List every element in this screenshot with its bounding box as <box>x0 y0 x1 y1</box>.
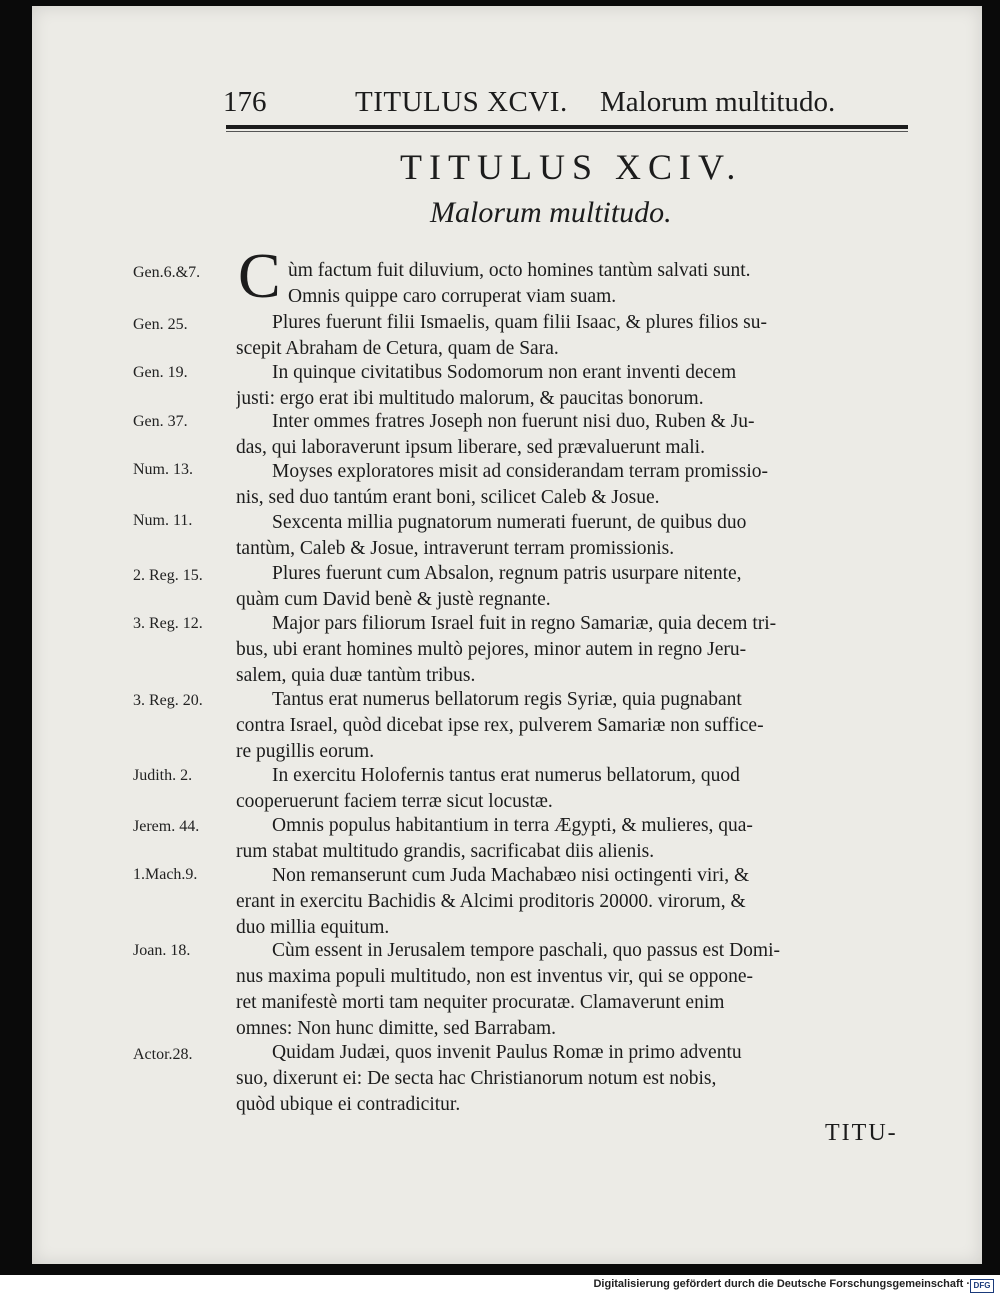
text-line: Plures fuerunt filii Ismaelis, quam filii Isaac, & plures filios su- <box>272 313 767 333</box>
text-line: Major pars filiorum Israel fuit in regno Samariæ, quia decem tri- <box>272 614 777 634</box>
margin-reference: Joan. 18. <box>133 942 191 959</box>
text-line: Omnis quippe caro corruperat viam suam. <box>288 287 617 307</box>
text-line: salem, quia duæ tantùm tribus. <box>236 666 476 686</box>
text-line: bus, ubi erant homines multò pejores, minor autem in regno Jeru- <box>236 640 747 660</box>
text-line: Plures fuerunt cum Absalon, regnum patris usurpare nitente, <box>272 564 742 584</box>
dfg-logo-icon: DFG <box>970 1279 994 1293</box>
running-title: TITULUS XCVI. <box>355 86 568 118</box>
footer-credit: Digitalisierung gefördert durch die Deutsche Forschungsgemeinschaft · <box>593 1278 970 1290</box>
margin-reference: Num. 11. <box>133 512 193 529</box>
text-line: nis, sed duo tantúm erant boni, scilicet Caleb & Josue. <box>236 488 660 508</box>
text-line: quòd ubique ei contradicitur. <box>236 1095 461 1115</box>
margin-reference: Actor.28. <box>133 1046 193 1063</box>
chapter-subtitle: Malorum multitudo. <box>430 196 672 229</box>
margin-reference: Gen. 19. <box>133 364 188 381</box>
text-line: nus maxima populi multitudo, non est inventus vir, qui se oppone- <box>236 967 754 987</box>
text-line: contra Israel, quòd dicebat ipse rex, pulverem Samariæ non suffice- <box>236 716 764 736</box>
margin-reference: Judith. 2. <box>133 767 193 784</box>
header-rule <box>226 125 908 129</box>
text-line: scepit Abraham de Cetura, quam de Sara. <box>236 339 559 359</box>
text-line: justi: ergo erat ibi multitudo malorum, & paucitas bonorum. <box>236 389 704 409</box>
text-line: erant in exercitu Bachidis & Alcimi proditoris 20000. virorum, & <box>236 892 746 912</box>
margin-reference: Num. 13. <box>133 461 193 478</box>
text-line: Moyses exploratores misit ad considerandam terram promissio- <box>272 462 769 482</box>
footer-bar <box>0 1275 1000 1295</box>
text-line: re pugillis eorum. <box>236 742 375 762</box>
margin-reference: Gen. 37. <box>133 413 188 430</box>
text-line: Cùm essent in Jerusalem tempore paschali, quo passus est Domi- <box>272 941 780 961</box>
text-line: suo, dixerunt ei: De secta hac Christianorum notum est nobis, <box>236 1069 717 1089</box>
text-line: Non remanserunt cum Juda Machabæo nisi octingenti viri, & <box>272 866 750 886</box>
text-line: Omnis populus habitantium in terra Ægypti, & mulieres, qua- <box>272 816 753 836</box>
text-line: duo millia equitum. <box>236 918 390 938</box>
text-line: quàm cum David benè & justè regnante. <box>236 590 551 610</box>
text-line: Inter ommes fratres Joseph non fuerunt nisi duo, Ruben & Ju- <box>272 412 755 432</box>
text-line: In quinque civitatibus Sodomorum non erant inventi decem <box>272 363 737 383</box>
running-subtitle: Malorum multitudo. <box>600 86 836 118</box>
text-line: tantùm, Caleb & Josue, intraverunt terram promissionis. <box>236 539 675 559</box>
text-line: Tantus erat numerus bellatorum regis Syriæ, quia pugnabant <box>272 690 742 710</box>
text-line: cooperuerunt faciem terræ sicut locustæ. <box>236 792 553 812</box>
margin-reference: Jerem. 44. <box>133 818 200 835</box>
text-line: omnes: Non hunc dimitte, sed Barrabam. <box>236 1019 557 1039</box>
text-line: rum stabat multitudo grandis, sacrificabat diis alienis. <box>236 842 655 862</box>
chapter-title: TITULUS XCIV. <box>400 147 743 187</box>
text-line: ret manifestè morti tam nequiter procuratæ. Clamaverunt enim <box>236 993 725 1013</box>
drop-capital: C <box>238 240 281 311</box>
text-line: In exercitu Holofernis tantus erat numerus bellatorum, quod <box>272 766 740 786</box>
header-rule-thin <box>226 131 908 132</box>
margin-reference: 2. Reg. 15. <box>133 567 203 584</box>
catchword: TITU- <box>825 1120 898 1146</box>
text-line: Sexcenta millia pugnatorum numerati fuerunt, de quibus duo <box>272 513 747 533</box>
text-line: Quidam Judæi, quos invenit Paulus Romæ in primo adventu <box>272 1043 742 1063</box>
margin-reference: 3. Reg. 12. <box>133 615 203 632</box>
margin-reference: Gen.6.&7. <box>133 264 201 281</box>
margin-reference: Gen. 25. <box>133 316 188 333</box>
page-number: 176 <box>223 86 267 118</box>
text-line: das, qui laboraverunt ipsum liberare, sed prævaluerunt mali. <box>236 438 705 458</box>
margin-reference: 3. Reg. 20. <box>133 692 203 709</box>
margin-reference: 1.Mach.9. <box>133 866 198 883</box>
text-line: ùm factum fuit diluvium, octo homines tantùm salvati sunt. <box>288 261 751 281</box>
